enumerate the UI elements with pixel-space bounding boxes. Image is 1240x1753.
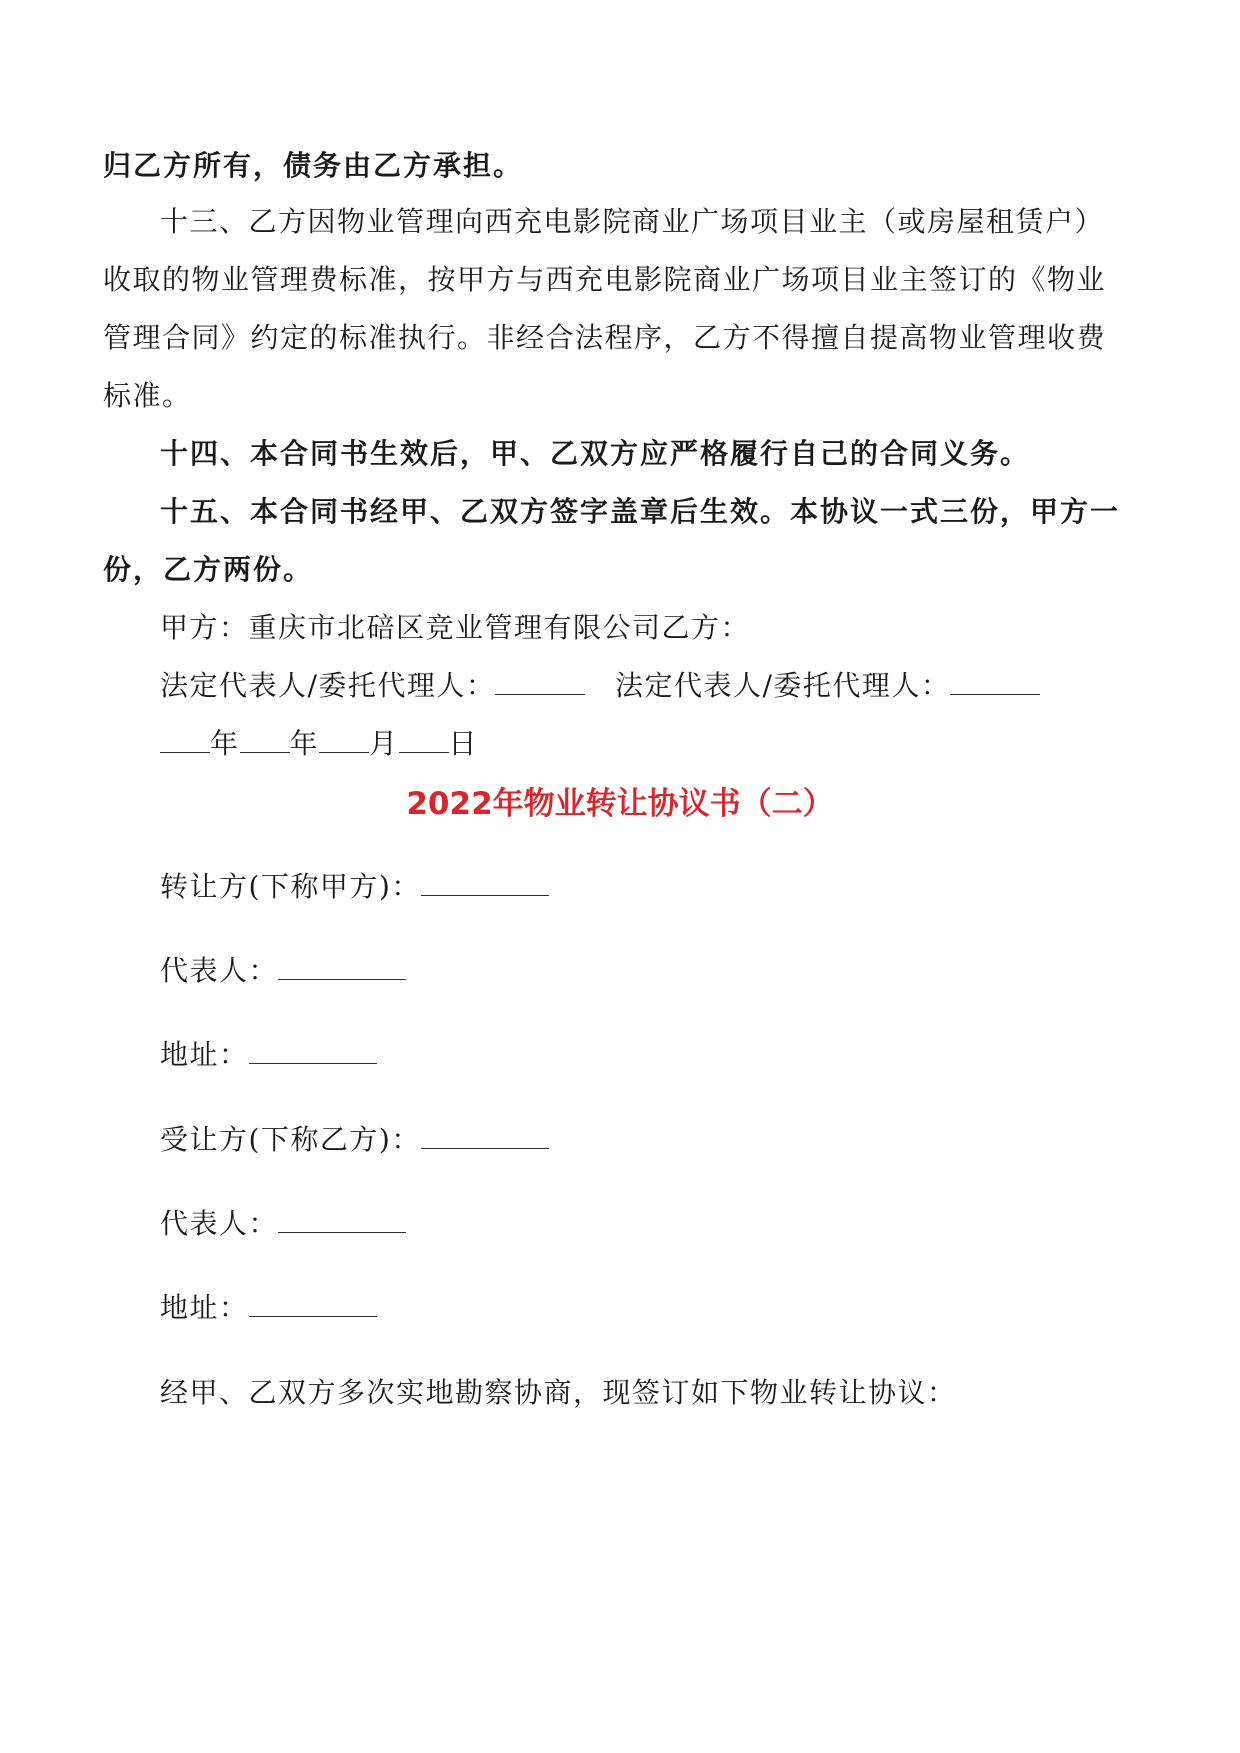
address-label-1: 地址： [160, 1038, 249, 1071]
address-label-2: 地址： [160, 1291, 249, 1324]
rep-b-label: 法定代表人/委托代理人： [615, 669, 951, 702]
representative-field-2 [160, 1204, 406, 1244]
date-blank-3 [319, 726, 369, 753]
date-year-1: 年 [210, 727, 240, 760]
transferee-field [160, 1120, 549, 1160]
signature-rep-a [160, 666, 585, 706]
clause-13-line-1: 十三、乙方因物业管理向西充电影院商业广场项目业主（或房屋租赁户） [160, 205, 1105, 238]
address-blank-1 [249, 1037, 377, 1064]
document-title: 2022年物业转让协议书（二） [406, 786, 834, 822]
representative-label-2: 代表人： [160, 1207, 279, 1240]
rep-a-blank [495, 668, 585, 695]
address-field-1 [160, 1035, 377, 1075]
rep-b-blank [950, 668, 1040, 695]
transferee-label: 受让方(下称乙方)： [160, 1123, 421, 1156]
date-month: 月 [369, 727, 399, 760]
signature-rep-b [615, 666, 1040, 706]
signature-date [160, 724, 478, 764]
clause-13-line-3: 管理合同》约定的标准执行。非经合法程序，乙方不得擅自提高物业管理收费 [103, 321, 1107, 354]
rep-a-label: 法定代表人/委托代理人： [160, 669, 496, 702]
representative-blank-2 [278, 1206, 406, 1233]
signature-parties: 甲方：重庆市北碚区竞业管理有限公司乙方： [160, 611, 751, 644]
representative-blank-1 [278, 953, 406, 980]
clause-13-line-2: 收取的物业管理费标准，按甲方与西充电影院商业广场项目业主签订的《物业 [103, 263, 1107, 296]
clause-15-line-1: 十五、本合同书经甲、乙双方签字盖章后生效。本协议一式三份，甲方一 [160, 495, 1121, 528]
continuation-line: 归乙方所有，债务由乙方承担。 [103, 149, 524, 182]
representative-field-1 [160, 951, 406, 991]
date-blank-1 [160, 726, 210, 753]
date-blank-4 [399, 726, 449, 753]
clause-15-line-2: 份，乙方两份。 [103, 553, 314, 586]
date-day: 日 [448, 727, 479, 760]
address-blank-2 [249, 1290, 377, 1317]
agreement-intro: 经甲、乙双方多次实地勘察协商，现签订如下物业转让协议： [160, 1376, 957, 1409]
transferor-label: 转让方(下称甲方)： [160, 870, 421, 903]
transferee-blank [421, 1122, 549, 1149]
transferor-field [160, 867, 549, 907]
representative-label-1: 代表人： [160, 954, 279, 987]
date-blank-2 [240, 726, 290, 753]
address-field-2 [160, 1288, 377, 1328]
clause-14: 十四、本合同书生效后，甲、乙双方应严格履行自己的合同义务。 [160, 437, 1031, 470]
clause-13-line-4: 标准。 [103, 379, 192, 412]
date-year-2: 年 [289, 727, 320, 760]
transferor-blank [421, 869, 549, 896]
